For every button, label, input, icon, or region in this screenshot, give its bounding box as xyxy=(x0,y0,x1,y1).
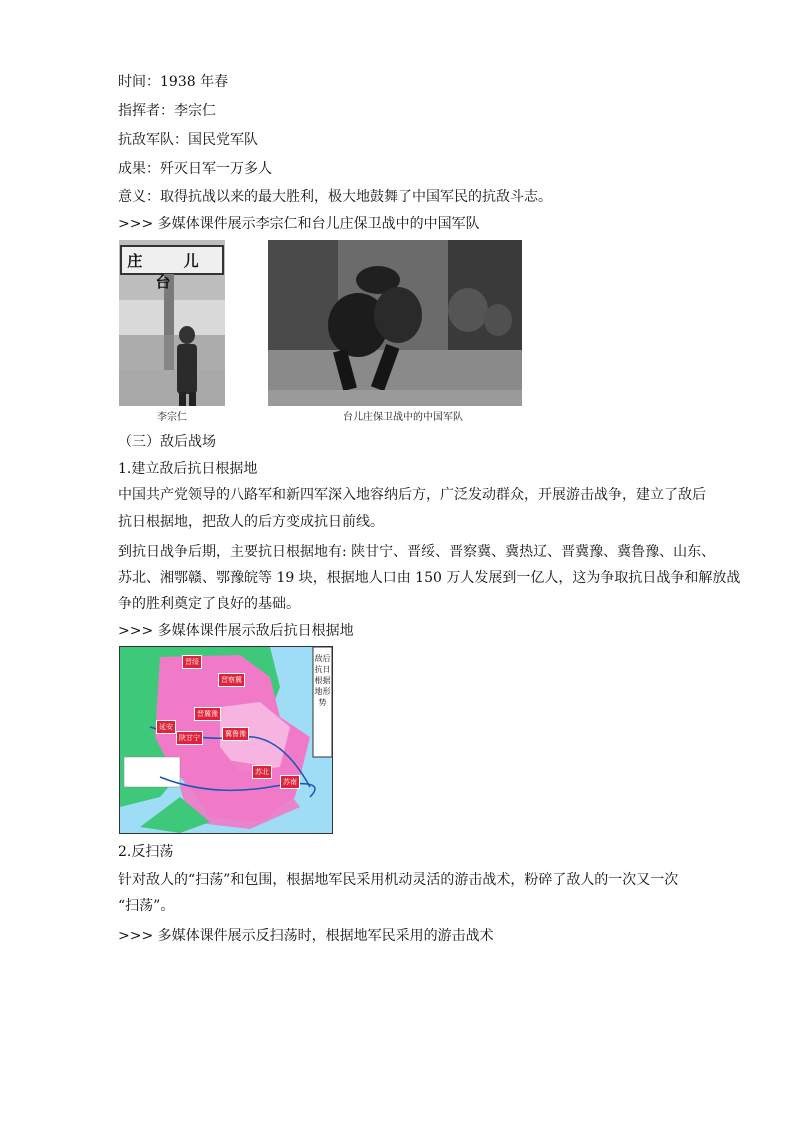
subheading-2: 2.反扫荡 xyxy=(118,844,174,860)
para1-line1: 中国共产党领导的八路军和新四军深入地容纳后方，广泛发动群众，开展游击战争，建立了敌后 xyxy=(118,487,706,503)
map-label-shanganning: 陕甘宁 xyxy=(176,731,203,745)
sign-text: 庄 儿 台 xyxy=(127,252,217,291)
commander-line: 指挥者：李宗仁 xyxy=(118,103,216,119)
para3-line2: “扫荡”。 xyxy=(118,898,175,914)
map-label-subei: 苏北 xyxy=(252,765,272,779)
map-title: 敌后抗日根据地形势 xyxy=(314,654,331,707)
army-line: 抗敌军队：国民党军队 xyxy=(118,132,258,148)
para2-line2: 苏北、湘鄂赣、鄂豫皖等 19 块，根据地人口由 150 万人发展到一亿人，这为争取抗日战争和解放战 xyxy=(118,570,741,586)
time-line: 时间：1938 年春 xyxy=(118,74,229,90)
media-note-3: >>> 多媒体课件展示反扫荡时，根据地军民采用的游击战术 xyxy=(118,928,494,944)
map-label-jinchaji: 晋察冀 xyxy=(218,673,245,687)
taierzhuang-photo xyxy=(268,240,522,406)
para2-line3: 争的胜利奠定了良好的基础。 xyxy=(118,596,300,612)
map-label-jiluyu: 冀鲁豫 xyxy=(222,727,249,741)
media-note-1: >>> 多媒体课件展示李宗仁和台儿庄保卫战中的中国军队 xyxy=(118,216,480,232)
left-photo-caption: 李宗仁 xyxy=(157,412,187,423)
significance-line: 意义：取得抗战以来的最大胜利，极大地鼓舞了中国军民的抗敌斗志。 xyxy=(118,189,552,205)
map-label-sunan: 苏南 xyxy=(280,775,300,789)
map-label-jinjiyu: 晋冀豫 xyxy=(194,707,221,721)
base-areas-map xyxy=(119,646,333,834)
result-line: 成果：歼灭日军一万多人 xyxy=(118,161,272,177)
li-zongren-photo xyxy=(119,240,225,406)
para1-line2: 抗日根据地，把敌人的后方变成抗日前线。 xyxy=(118,514,384,530)
para3-line1: 针对敌人的“扫荡”和包围，根据地军民采用机动灵活的游击战术，粉碎了敌人的一次又一次 xyxy=(118,872,679,888)
map-label-jinsui: 晋绥 xyxy=(182,655,202,669)
subheading-1: 1.建立敌后抗日根据地 xyxy=(118,461,258,477)
right-photo-caption: 台儿庄保卫战中的中国军队 xyxy=(343,412,463,423)
media-note-2: >>> 多媒体课件展示敌后抗日根据地 xyxy=(118,623,354,639)
section-heading-3: （三）敌后战场 xyxy=(118,434,216,450)
para2-line1: 到抗日战争后期，主要抗日根据地有: 陕甘宁、晋绥、晋察冀、冀热辽、晋冀豫、冀鲁豫、山东、 xyxy=(118,544,716,560)
taierzhuang-photo-graphic xyxy=(268,240,522,406)
map-label-yanan: 延安 xyxy=(156,720,176,734)
